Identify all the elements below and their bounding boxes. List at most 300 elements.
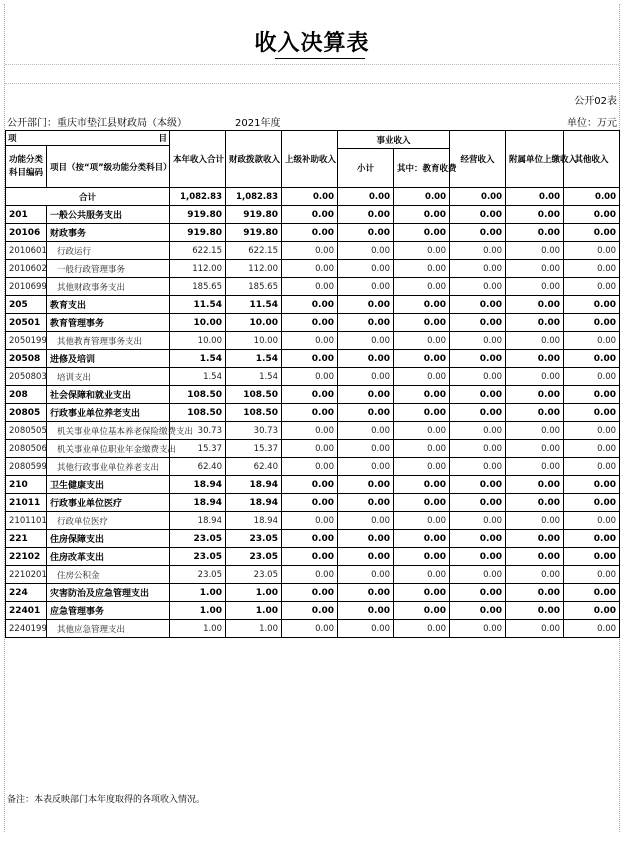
- total-row: [6, 188, 620, 206]
- row-value: 1.00: [226, 584, 282, 602]
- row-value: 1.54: [170, 350, 226, 368]
- row-value: 0.00: [564, 512, 620, 530]
- row-code: 2010699: [6, 278, 47, 296]
- row-value: 0.00: [506, 224, 564, 242]
- row-value: 0.00: [564, 566, 620, 584]
- row-name: 其他行政事业单位养老支出: [47, 458, 170, 476]
- header-edu-fee: 其中：教育收费: [394, 149, 450, 188]
- table-row: [6, 350, 620, 368]
- header-item-cell: [6, 131, 170, 146]
- header-name: 项目（按“项”级功能分类科目）: [47, 146, 170, 188]
- row-name: 其他教育管理事务支出: [47, 332, 170, 350]
- table-rows: [6, 206, 620, 638]
- table-row: [6, 566, 620, 584]
- row-value: 23.05: [170, 548, 226, 566]
- row-value: 0.00: [282, 584, 338, 602]
- blank-spacer-row: [5, 64, 619, 84]
- header-row-1: [6, 131, 620, 146]
- row-value: 18.94: [170, 512, 226, 530]
- row-value: 11.54: [170, 296, 226, 314]
- footnote: 备注：本表反映部门本年度取得的各项收入情况。: [7, 795, 206, 805]
- row-code: 224: [6, 584, 47, 602]
- row-code: 205: [6, 296, 47, 314]
- department-label: 公开部门：重庆市垫江县财政局（本级）: [7, 118, 187, 129]
- row-value: 0.00: [282, 386, 338, 404]
- row-value: 18.94: [226, 512, 282, 530]
- row-value: 0.00: [282, 314, 338, 332]
- row-value: 108.50: [170, 404, 226, 422]
- total-label: 合计: [6, 188, 170, 206]
- row-value: 0.00: [394, 530, 450, 548]
- row-value: 10.00: [226, 332, 282, 350]
- row-value: 0.00: [506, 350, 564, 368]
- row-value: 62.40: [226, 458, 282, 476]
- row-value: 0.00: [506, 458, 564, 476]
- row-value: 62.40: [170, 458, 226, 476]
- row-value: 0.00: [394, 206, 450, 224]
- row-code: 2080599: [6, 458, 47, 476]
- year-label: 2021年度: [235, 118, 281, 129]
- row-code: 208: [6, 386, 47, 404]
- row-value: 0.00: [506, 332, 564, 350]
- row-value: 0.00: [282, 332, 338, 350]
- row-value: 0.00: [282, 602, 338, 620]
- row-value: 0.00: [338, 620, 394, 638]
- row-code: 20508: [6, 350, 47, 368]
- row-value: 0.00: [282, 206, 338, 224]
- row-value: 0.00: [338, 548, 394, 566]
- row-value: 23.05: [226, 566, 282, 584]
- row-value: 0.00: [450, 476, 506, 494]
- row-name: 一般行政管理事务: [47, 260, 170, 278]
- row-value: 622.15: [170, 242, 226, 260]
- row-value: 0.00: [564, 548, 620, 566]
- row-value: 0.00: [506, 584, 564, 602]
- row-value: 0.00: [338, 260, 394, 278]
- row-value: 30.73: [226, 422, 282, 440]
- header-item-left: 项: [8, 134, 17, 144]
- row-value: 18.94: [170, 494, 226, 512]
- row-value: 0.00: [394, 296, 450, 314]
- row-value: 0.00: [506, 368, 564, 386]
- row-value: 0.00: [450, 260, 506, 278]
- row-value: 1.00: [170, 620, 226, 638]
- row-code: 2101101: [6, 512, 47, 530]
- row-value: 0.00: [394, 602, 450, 620]
- row-value: 0.00: [450, 296, 506, 314]
- row-code: 2210201: [6, 566, 47, 584]
- row-value: 0.00: [564, 224, 620, 242]
- row-value: 0.00: [450, 494, 506, 512]
- table-row: [6, 278, 620, 296]
- row-value: 0.00: [282, 440, 338, 458]
- row-name: 进修及培训: [47, 350, 170, 368]
- row-code: 22401: [6, 602, 47, 620]
- row-value: 0.00: [564, 278, 620, 296]
- row-value: 108.50: [226, 386, 282, 404]
- row-value: 0.00: [338, 242, 394, 260]
- row-name: 住房公积金: [47, 566, 170, 584]
- row-code: 2010601: [6, 242, 47, 260]
- row-value: 0.00: [394, 620, 450, 638]
- row-code: 2050199: [6, 332, 47, 350]
- row-value: 0.00: [564, 620, 620, 638]
- row-value: 0.00: [338, 512, 394, 530]
- row-value: 1.54: [226, 368, 282, 386]
- row-value: 0.00: [338, 458, 394, 476]
- row-value: 0.00: [338, 314, 394, 332]
- row-value: 919.80: [226, 206, 282, 224]
- row-value: 0.00: [282, 296, 338, 314]
- total-value: 0.00: [506, 188, 564, 206]
- row-name: 一般公共服务支出: [47, 206, 170, 224]
- row-value: 0.00: [450, 278, 506, 296]
- row-value: 0.00: [564, 386, 620, 404]
- row-value: 0.00: [338, 440, 394, 458]
- row-value: 1.00: [226, 602, 282, 620]
- row-value: 0.00: [506, 260, 564, 278]
- row-code: 210: [6, 476, 47, 494]
- table-row: [6, 296, 620, 314]
- row-value: 0.00: [450, 206, 506, 224]
- row-value: 10.00: [226, 314, 282, 332]
- header-superior: 上级补助收入: [282, 131, 338, 188]
- row-name: 行政事业单位养老支出: [47, 404, 170, 422]
- row-value: 11.54: [226, 296, 282, 314]
- row-value: 0.00: [564, 368, 620, 386]
- table-row: [6, 404, 620, 422]
- row-value: 0.00: [394, 224, 450, 242]
- table-row: [6, 584, 620, 602]
- row-value: 10.00: [170, 332, 226, 350]
- row-name: 行政单位医疗: [47, 512, 170, 530]
- row-value: 0.00: [506, 512, 564, 530]
- row-value: 0.00: [282, 368, 338, 386]
- row-value: 0.00: [564, 260, 620, 278]
- row-name: 住房保障支出: [47, 530, 170, 548]
- row-value: 0.00: [282, 476, 338, 494]
- row-value: 0.00: [564, 242, 620, 260]
- row-value: 0.00: [394, 494, 450, 512]
- row-value: 0.00: [506, 530, 564, 548]
- table-row: [6, 494, 620, 512]
- row-value: 0.00: [450, 620, 506, 638]
- row-code: 221: [6, 530, 47, 548]
- row-value: 0.00: [394, 458, 450, 476]
- row-code: 21011: [6, 494, 47, 512]
- row-value: 0.00: [450, 512, 506, 530]
- row-value: 0.00: [506, 620, 564, 638]
- total-value: 1,082.83: [170, 188, 226, 206]
- row-value: 23.05: [226, 530, 282, 548]
- row-value: 0.00: [394, 584, 450, 602]
- row-value: 0.00: [394, 278, 450, 296]
- row-value: 0.00: [338, 332, 394, 350]
- row-value: 0.00: [564, 404, 620, 422]
- row-name: 培训支出: [47, 368, 170, 386]
- row-code: 2080506: [6, 440, 47, 458]
- row-value: 0.00: [394, 566, 450, 584]
- row-code: 22102: [6, 548, 47, 566]
- row-value: 0.00: [338, 566, 394, 584]
- row-value: 23.05: [226, 548, 282, 566]
- row-value: 0.00: [564, 296, 620, 314]
- row-name: 住房改革支出: [47, 548, 170, 566]
- row-value: 0.00: [506, 314, 564, 332]
- row-value: 0.00: [394, 350, 450, 368]
- row-value: 0.00: [338, 584, 394, 602]
- title-underline: [275, 58, 365, 59]
- row-value: 0.00: [506, 494, 564, 512]
- row-value: 0.00: [394, 332, 450, 350]
- header-fiscal: 财政拨款收入: [226, 131, 282, 188]
- row-value: 919.80: [226, 224, 282, 242]
- total-value: 0.00: [564, 188, 620, 206]
- row-value: 1.54: [226, 350, 282, 368]
- row-name: 行政事业单位医疗: [47, 494, 170, 512]
- row-code: 2050803: [6, 368, 47, 386]
- row-value: 0.00: [564, 422, 620, 440]
- row-name: 灾害防治及应急管理支出: [47, 584, 170, 602]
- row-code: 20106: [6, 224, 47, 242]
- row-value: 0.00: [450, 548, 506, 566]
- row-value: 1.00: [170, 602, 226, 620]
- row-value: 1.00: [170, 584, 226, 602]
- row-value: 18.94: [226, 476, 282, 494]
- row-value: 0.00: [564, 476, 620, 494]
- row-value: 0.00: [394, 404, 450, 422]
- header-other: 其他收入: [564, 131, 620, 188]
- table-row: [6, 530, 620, 548]
- row-value: 0.00: [394, 422, 450, 440]
- row-name: 其他财政事务支出: [47, 278, 170, 296]
- row-value: 0.00: [506, 566, 564, 584]
- table-row: [6, 620, 620, 638]
- row-value: 1.00: [226, 620, 282, 638]
- row-value: 0.00: [506, 422, 564, 440]
- row-value: 0.00: [506, 278, 564, 296]
- row-value: 185.65: [226, 278, 282, 296]
- row-value: 23.05: [170, 530, 226, 548]
- row-value: 0.00: [564, 332, 620, 350]
- header-subtotal: 小计: [338, 149, 394, 188]
- row-value: 0.00: [450, 242, 506, 260]
- row-value: 185.65: [170, 278, 226, 296]
- row-value: 0.00: [506, 296, 564, 314]
- row-value: 0.00: [564, 494, 620, 512]
- row-value: 0.00: [450, 602, 506, 620]
- total-value: 0.00: [338, 188, 394, 206]
- row-value: 10.00: [170, 314, 226, 332]
- row-value: 108.50: [226, 404, 282, 422]
- row-value: 0.00: [282, 422, 338, 440]
- report-sheet: [4, 4, 620, 832]
- table-row: [6, 458, 620, 476]
- row-value: 0.00: [338, 494, 394, 512]
- row-value: 15.37: [170, 440, 226, 458]
- row-code: 2240199: [6, 620, 47, 638]
- row-code: 2080505: [6, 422, 47, 440]
- row-value: 0.00: [450, 458, 506, 476]
- row-value: 0.00: [506, 386, 564, 404]
- row-value: 0.00: [506, 602, 564, 620]
- row-value: 0.00: [450, 404, 506, 422]
- row-value: 0.00: [450, 368, 506, 386]
- row-value: 0.00: [282, 512, 338, 530]
- row-value: 0.00: [394, 314, 450, 332]
- row-value: 0.00: [282, 278, 338, 296]
- row-value: 0.00: [282, 242, 338, 260]
- row-value: 0.00: [564, 584, 620, 602]
- row-value: 0.00: [282, 224, 338, 242]
- row-value: 0.00: [506, 440, 564, 458]
- row-code: 20501: [6, 314, 47, 332]
- row-value: 18.94: [170, 476, 226, 494]
- total-value: 0.00: [282, 188, 338, 206]
- unit-label: 单位：万元: [567, 118, 617, 129]
- row-value: 0.00: [450, 386, 506, 404]
- row-value: 0.00: [506, 206, 564, 224]
- row-value: 0.00: [282, 494, 338, 512]
- total-value: 1,082.83: [226, 188, 282, 206]
- row-code: 2010602: [6, 260, 47, 278]
- row-value: 0.00: [506, 404, 564, 422]
- table-row: [6, 440, 620, 458]
- row-value: 0.00: [564, 602, 620, 620]
- row-value: 0.00: [564, 350, 620, 368]
- row-value: 0.00: [450, 584, 506, 602]
- row-value: 0.00: [338, 476, 394, 494]
- row-value: 0.00: [506, 476, 564, 494]
- row-value: 0.00: [282, 566, 338, 584]
- row-value: 0.00: [564, 314, 620, 332]
- table-row: [6, 602, 620, 620]
- row-value: 919.80: [170, 224, 226, 242]
- row-name: 应急管理事务: [47, 602, 170, 620]
- header-operating: 经营收入: [450, 131, 506, 188]
- header-affiliated: 附属单位上缴收入: [506, 131, 564, 188]
- table-row: [6, 512, 620, 530]
- row-name: 教育管理事务: [47, 314, 170, 332]
- row-value: 0.00: [564, 440, 620, 458]
- row-value: 0.00: [282, 350, 338, 368]
- table-row: [6, 314, 620, 332]
- row-value: 0.00: [394, 476, 450, 494]
- table-row: [6, 476, 620, 494]
- row-value: 0.00: [394, 440, 450, 458]
- row-value: 15.37: [226, 440, 282, 458]
- row-value: 0.00: [338, 404, 394, 422]
- header-item-right: 目: [158, 134, 167, 144]
- row-value: 0.00: [338, 530, 394, 548]
- row-value: 0.00: [394, 368, 450, 386]
- table-row: [6, 332, 620, 350]
- row-value: 18.94: [226, 494, 282, 512]
- row-name: 财政事务: [47, 224, 170, 242]
- row-value: 0.00: [450, 332, 506, 350]
- row-name: 机关事业单位基本养老保险缴费支出: [47, 422, 170, 440]
- row-value: 0.00: [338, 278, 394, 296]
- row-name: 社会保障和就业支出: [47, 386, 170, 404]
- row-value: 108.50: [170, 386, 226, 404]
- row-value: 23.05: [170, 566, 226, 584]
- form-number: 公开02表: [574, 96, 617, 107]
- row-value: 0.00: [450, 224, 506, 242]
- table-row: [6, 548, 620, 566]
- row-value: 112.00: [226, 260, 282, 278]
- row-value: 0.00: [450, 350, 506, 368]
- row-value: 30.73: [170, 422, 226, 440]
- table-row: [6, 368, 620, 386]
- table-row: [6, 224, 620, 242]
- row-value: 0.00: [338, 368, 394, 386]
- table-row: [6, 206, 620, 224]
- table-row: [6, 386, 620, 404]
- row-value: 0.00: [394, 386, 450, 404]
- table-row: [6, 242, 620, 260]
- row-value: 0.00: [450, 422, 506, 440]
- header-total: 本年收入合计: [170, 131, 226, 188]
- row-value: 0.00: [282, 548, 338, 566]
- row-name: 行政运行: [47, 242, 170, 260]
- row-value: 0.00: [450, 314, 506, 332]
- page-title: 收入决算表: [254, 31, 370, 56]
- row-value: 0.00: [338, 206, 394, 224]
- row-value: 0.00: [282, 458, 338, 476]
- row-name: 教育支出: [47, 296, 170, 314]
- row-value: 0.00: [338, 422, 394, 440]
- row-value: 1.54: [170, 368, 226, 386]
- income-table: [5, 130, 620, 638]
- row-value: 0.00: [338, 386, 394, 404]
- row-value: 0.00: [282, 404, 338, 422]
- row-value: 0.00: [282, 260, 338, 278]
- row-value: 0.00: [282, 530, 338, 548]
- row-value: 0.00: [506, 242, 564, 260]
- header-business: 事业收入: [338, 131, 450, 149]
- row-value: 0.00: [394, 242, 450, 260]
- row-value: 0.00: [450, 530, 506, 548]
- row-value: 0.00: [338, 296, 394, 314]
- total-value: 0.00: [394, 188, 450, 206]
- table-row: [6, 422, 620, 440]
- row-value: 0.00: [394, 548, 450, 566]
- row-value: 0.00: [506, 548, 564, 566]
- row-value: 0.00: [338, 224, 394, 242]
- row-name: 其他应急管理支出: [47, 620, 170, 638]
- row-value: 0.00: [282, 620, 338, 638]
- row-value: 0.00: [450, 566, 506, 584]
- row-value: 0.00: [564, 458, 620, 476]
- row-name: 机关事业单位职业年金缴费支出: [47, 440, 170, 458]
- row-name: 卫生健康支出: [47, 476, 170, 494]
- row-value: 0.00: [338, 350, 394, 368]
- header-code: 功能分类科目编码: [6, 146, 47, 188]
- row-value: 0.00: [450, 440, 506, 458]
- row-value: 0.00: [564, 530, 620, 548]
- table-row: [6, 260, 620, 278]
- row-value: 0.00: [394, 260, 450, 278]
- row-code: 201: [6, 206, 47, 224]
- row-value: 919.80: [170, 206, 226, 224]
- total-value: 0.00: [450, 188, 506, 206]
- row-value: 622.15: [226, 242, 282, 260]
- row-code: 20805: [6, 404, 47, 422]
- row-value: 112.00: [170, 260, 226, 278]
- row-value: 0.00: [338, 602, 394, 620]
- row-value: 0.00: [564, 206, 620, 224]
- meta-row: [5, 112, 619, 128]
